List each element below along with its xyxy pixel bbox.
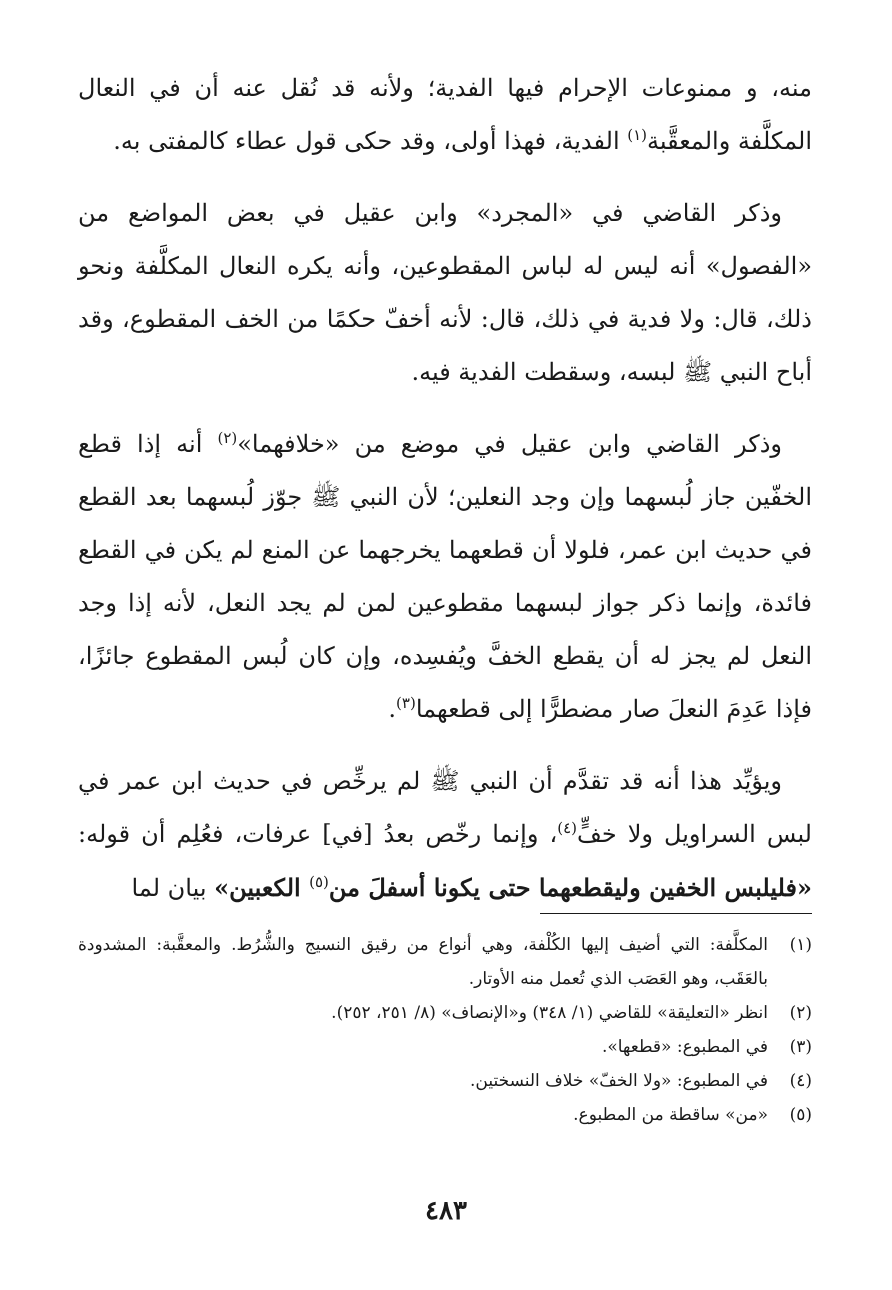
hadith-quote-a: «فليلبس الخفين وليقطعهما حتى يكونا أسفلَ من (328, 873, 812, 902)
footnote-text: في المطبوع: «قطعها». (601, 1037, 768, 1057)
footnote-number: (٤) (789, 1071, 812, 1091)
paragraph-4-text-b: ، وإنما رخّص بعدُ [في] عرفات، فعُلِم أن قوله: (78, 820, 558, 848)
page-number: ٤٨٣ (425, 1196, 467, 1226)
footnote-1 (78, 928, 812, 996)
footnote-text: «من» ساقطة من المطبوع. (573, 1105, 768, 1125)
footnote-text: المكلَّفة: التي أضيف إليها الكُلْفة، وهي أنواع من رقيق النسيج والشُّرُط. والمعقَّبة: المشدودة بالعَقَب، وهو العَصَب الذي تُعمل منه الأوتار. (78, 935, 768, 989)
paragraph-3-text-b: أنه إذا قطع الخفّين جاز لُبسهما وإن وجد النعلين؛ لأن النبي ﷺ جوّز لُبسهما بعد القطع في حديث ابن عمر، فلولا أن قطعهما يخرجهما عن المنع لم يكن في القطع فائدة، وإنما ذكر جواز لبسهما مقطوعين لمن لم يجد النعل، لأنه إذا وجد النعل لم يجز له أن يقطع الخفَّ ويُفسِده، وإن كان لُبس المقطوع جائزًا، فإذا عَدِمَ النعلَ صار مضطرًّا إلى قطعهما (78, 430, 812, 723)
footnote-4 (78, 1064, 812, 1098)
footnote-3 (78, 1030, 812, 1064)
paragraph-1-text-b: الفدية، فهذا أولى، وقد حكى قول عطاء كالمفتى به. (113, 127, 628, 155)
footnote-number: (٢) (789, 1003, 812, 1023)
footnote-text: في المطبوع: «ولا الخفّ» خلاف النسختين. (469, 1071, 768, 1091)
footnote-text: انظر «التعليقة» للقاضي (١/ ٣٤٨) و«الإنصاف» (٨/ ٢٥١، ٢٥٢). (331, 1003, 768, 1023)
paragraph-1-text-a: منه، و ممنوعات الإحرام فيها الفدية؛ ولأنه قد نُقل عنه أن في النعال المكلَّفة والمعقَّبة (78, 74, 812, 155)
footnote-5 (78, 1098, 812, 1132)
main-text (78, 62, 812, 915)
paragraph-2: وذكر القاضي في «المجرد» وابن عقيل في بعض المواضع من «الفصول» أنه ليس له لباس المقطوعين، وأنه يكره النعال المكلَّفة ونحو ذلك، قال: ولا فدية في ذلك، قال: لأنه أخفّ حكمًا من الخف المقطوع، وقد أباح النبي ﷺ لبسه، وسقطت الفدية فيه. (78, 199, 812, 386)
hadith-quote-b: الكعبين» (214, 873, 310, 902)
footnotes (78, 928, 812, 1132)
paragraph-3 (78, 418, 812, 736)
footnote-ref-4: (٤) (557, 819, 577, 837)
footnote-ref-3: (٣) (396, 694, 416, 712)
paragraph-3-text-a: وذكر القاضي وابن عقيل في موضع من «خلافهما» (237, 430, 782, 458)
paragraph-1 (78, 62, 812, 168)
footnote-ref-2: (٢) (217, 429, 238, 447)
footnote-ref-5: (٥) (309, 873, 329, 891)
footnote-2 (78, 996, 812, 1030)
paragraph-4-text-a: ويؤيِّد هذا أنه قد تقدَّم أن النبي ﷺ لم يرخِّص في حديث ابن عمر في لبس السراويل ولا خفٍّ (78, 767, 812, 848)
paragraph-4-text-c: بيان لما (131, 874, 215, 902)
footnote-number: (١) (789, 935, 812, 955)
paragraph-3-text-c: . (388, 695, 397, 723)
paragraph-4 (78, 755, 812, 915)
footnote-ref-1: (١) (627, 126, 648, 144)
footnote-number: (٣) (789, 1037, 812, 1057)
footnote-separator (540, 913, 812, 914)
footnote-number: (٥) (789, 1105, 812, 1125)
